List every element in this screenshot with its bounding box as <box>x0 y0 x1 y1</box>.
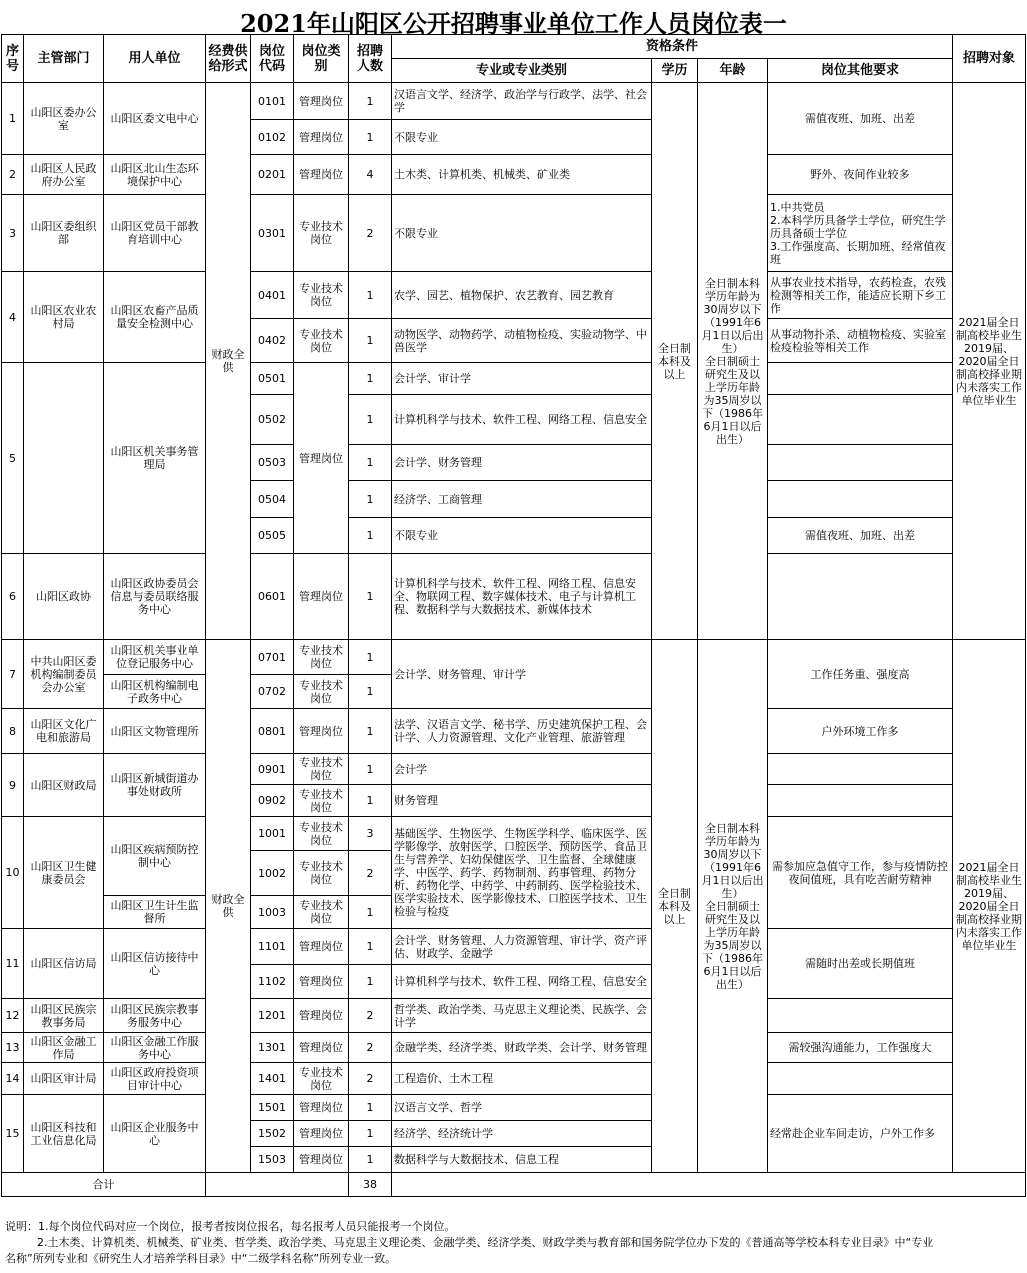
seq-cell: 6 <box>2 554 24 640</box>
seq-cell: 7 <box>2 640 24 709</box>
category-cell: 专业技术岗位 <box>294 195 349 272</box>
code-cell: 1101 <box>251 929 294 965</box>
count-cell: 1 <box>349 518 392 554</box>
code-cell: 0502 <box>251 395 294 445</box>
major-cell: 财务管理 <box>392 785 652 817</box>
code-cell: 0301 <box>251 195 294 272</box>
category-cell: 管理岗位 <box>294 363 349 554</box>
category-cell: 管理岗位 <box>294 554 349 640</box>
header-count: 招聘人数 <box>349 35 392 83</box>
major-cell: 计算机科学与技术、软件工程、网络工程、信息安全、物联网工程、数字媒体技术、电子与计算机工程、数据科学与大数据技术、新媒体技术 <box>392 554 652 640</box>
category-cell: 专业技术岗位 <box>294 754 349 785</box>
dept-cell: 山阳区委办公室 <box>24 83 104 155</box>
total-empty <box>206 1173 349 1197</box>
count-cell: 1 <box>349 445 392 481</box>
unit-cell: 山阳区卫生计生监督所 <box>104 896 206 929</box>
other-requirement-cell: 需参加应急值守工作，参与疫情防控夜间值班，具有吃苦耐劳精神 <box>768 817 953 929</box>
dept-cell: 山阳区政协 <box>24 554 104 640</box>
count-cell: 1 <box>349 395 392 445</box>
code-cell: 0702 <box>251 675 294 709</box>
major-cell: 会计学、审计学 <box>392 363 652 395</box>
count-cell: 1 <box>349 896 392 929</box>
seq-cell: 1 <box>2 83 24 155</box>
category-cell: 管理岗位 <box>294 1095 349 1121</box>
category-cell: 专业技术岗位 <box>294 675 349 709</box>
other-requirement-cell: 户外环境工作多 <box>768 709 953 754</box>
dept-cell: 山阳区文化广电和旅游局 <box>24 709 104 754</box>
unit-cell: 山阳区新城街道办事处财政所 <box>104 754 206 817</box>
major-cell: 数据科学与大数据技术、信息工程 <box>392 1147 652 1173</box>
major-cell: 工程造价、土木工程 <box>392 1063 652 1095</box>
dept-cell: 山阳区科技和工业信息化局 <box>24 1095 104 1173</box>
dept-cell: 山阳区财政局 <box>24 754 104 817</box>
table-row <box>2 83 1026 120</box>
dept-cell <box>24 363 104 554</box>
major-cell: 汉语言文学、经济学、政治学与行政学、法学、社会学 <box>392 83 652 120</box>
other-requirement-cell <box>768 1063 953 1095</box>
seq-cell: 14 <box>2 1063 24 1095</box>
unit-cell: 山阳区政协委员会信息与委员联络服务中心 <box>104 554 206 640</box>
note-line: 2.土木类、计算机类、机械类、矿业类、哲学类、政治学类、马克思主义理论类、金融学类、经济学类、财政学类与教育部和国务院学位办下发的《普通高等学校本科专业目录》中“专业 <box>37 1236 934 1249</box>
major-cell: 金融学类、经济学类、财政学类、会计学、财务管理 <box>392 1033 652 1063</box>
seq-cell: 5 <box>2 363 24 554</box>
other-requirement-cell: 从事动物扑杀、动植物检疫、实验室检疫检验等相关工作 <box>768 319 953 363</box>
other-requirement-cell <box>768 754 953 785</box>
code-cell: 0901 <box>251 754 294 785</box>
other-requirement-cell: 从事农业技术指导，农药检查，农残检测等相关工作，能适应长期下乡工作 <box>768 272 953 319</box>
target-cell: 2021届全日制高校毕业生 2019届、2020届全日制高校择业期内未落实工作单位毕业生 <box>953 83 1026 640</box>
code-cell: 1501 <box>251 1095 294 1121</box>
header-unit: 用人单位 <box>104 35 206 83</box>
seq-cell: 8 <box>2 709 24 754</box>
code-cell: 1503 <box>251 1147 294 1173</box>
count-cell: 2 <box>349 1033 392 1063</box>
table-row <box>2 817 1026 851</box>
table-row <box>2 1033 1026 1063</box>
unit-cell: 山阳区文物管理所 <box>104 709 206 754</box>
category-cell: 管理岗位 <box>294 1147 349 1173</box>
other-requirement-cell: 需随时出差或长期值班 <box>768 929 953 999</box>
count-cell: 1 <box>349 83 392 120</box>
category-cell: 管理岗位 <box>294 155 349 195</box>
category-cell: 管理岗位 <box>294 929 349 965</box>
code-cell: 0402 <box>251 319 294 363</box>
other-requirement-cell <box>768 554 953 640</box>
dept-cell: 山阳区审计局 <box>24 1063 104 1095</box>
major-cell: 汉语言文学、哲学 <box>392 1095 652 1121</box>
dept-cell: 山阳区民族宗教事务局 <box>24 999 104 1033</box>
major-cell: 计算机科学与技术、软件工程、网络工程、信息安全 <box>392 965 652 999</box>
code-cell: 1102 <box>251 965 294 999</box>
dept-cell: 山阳区卫生健康委员会 <box>24 817 104 929</box>
header-funding: 经费供给形式 <box>206 35 251 83</box>
count-cell: 1 <box>349 965 392 999</box>
unit-cell: 山阳区疾病预防控制中心 <box>104 817 206 896</box>
other-requirement-cell <box>768 445 953 481</box>
count-cell: 2 <box>349 999 392 1033</box>
count-cell: 1 <box>349 709 392 754</box>
unit-cell: 山阳区企业服务中心 <box>104 1095 206 1173</box>
count-cell: 4 <box>349 155 392 195</box>
other-requirement-cell <box>768 785 953 817</box>
unit-cell: 山阳区北山生态环境保护中心 <box>104 155 206 195</box>
major-cell: 土木类、计算机类、机械类、矿业类 <box>392 155 652 195</box>
table-row <box>2 1095 1026 1121</box>
age-cell: 全日制本科学历年龄为30周岁以下（1991年6月1日以后出生） 全日制硕士研究生及以上学历年龄为35周岁以下（1986年6月1日以后出生） <box>698 640 768 1173</box>
count-cell: 2 <box>349 851 392 896</box>
header-other: 岗位其他要求 <box>768 59 953 83</box>
seq-cell: 12 <box>2 999 24 1033</box>
seq-cell: 2 <box>2 155 24 195</box>
major-cell: 会计学 <box>392 754 652 785</box>
seq-cell: 13 <box>2 1033 24 1063</box>
unit-cell: 山阳区机关事务管理局 <box>104 363 206 554</box>
other-requirement-cell <box>768 363 953 395</box>
unit-cell: 山阳区党员干部教育培训中心 <box>104 195 206 272</box>
code-cell: 1003 <box>251 896 294 929</box>
total-row <box>2 1173 1026 1197</box>
dept-cell: 山阳区委组织部 <box>24 195 104 272</box>
major-cell: 哲学类、政治学类、马克思主义理论类、民族学、会计学 <box>392 999 652 1033</box>
category-cell: 专业技术岗位 <box>294 1063 349 1095</box>
code-cell: 0801 <box>251 709 294 754</box>
category-cell: 专业技术岗位 <box>294 640 349 675</box>
category-cell: 专业技术岗位 <box>294 896 349 929</box>
unit-cell: 山阳区机构编制电子政务中心 <box>104 675 206 709</box>
header-qualifications: 资格条件 <box>392 35 953 59</box>
table-row <box>2 929 1026 965</box>
count-cell: 1 <box>349 272 392 319</box>
count-cell: 1 <box>349 754 392 785</box>
count-cell: 1 <box>349 363 392 395</box>
major-cell: 法学、汉语言文学、秘书学、历史建筑保护工程、会计学、人力资源管理、文化产业管理、旅游管理 <box>392 709 652 754</box>
seq-cell: 10 <box>2 817 24 929</box>
dept-cell: 山阳区信访局 <box>24 929 104 999</box>
code-cell: 0102 <box>251 120 294 155</box>
unit-cell: 山阳区委文电中心 <box>104 83 206 155</box>
code-cell: 0505 <box>251 518 294 554</box>
other-requirement-cell <box>768 999 953 1033</box>
dept-cell: 山阳区农业农村局 <box>24 272 104 363</box>
code-cell: 0504 <box>251 481 294 518</box>
code-cell: 0601 <box>251 554 294 640</box>
note-line: 说明：1.每个岗位代码对应一个岗位，报考者按岗位报名，每名报考人员只能报考一个岗位。 <box>5 1220 456 1233</box>
table-row <box>2 363 1026 395</box>
major-cell: 会计学、财务管理、人力资源管理、审计学、资产评估、财政学、金融学 <box>392 929 652 965</box>
funding-cell: 财政全供 <box>206 83 251 640</box>
dept-cell: 中共山阳区委机构编制委员会办公室 <box>24 640 104 709</box>
table-row <box>2 272 1026 319</box>
code-cell: 0501 <box>251 363 294 395</box>
major-cell: 不限专业 <box>392 120 652 155</box>
funding-cell: 财政全供 <box>206 640 251 1173</box>
major-cell: 动物医学、动物药学、动植物检疫、实验动物学、中兽医学 <box>392 319 652 363</box>
major-cell: 经济学、经济统计学 <box>392 1121 652 1147</box>
count-cell: 1 <box>349 1121 392 1147</box>
other-requirement-cell: 经常赴企业车间走访，户外工作多 <box>768 1095 953 1173</box>
header-category: 岗位类别 <box>294 35 349 83</box>
table-row <box>2 709 1026 754</box>
seq-cell: 15 <box>2 1095 24 1173</box>
category-cell: 专业技术岗位 <box>294 319 349 363</box>
code-cell: 0503 <box>251 445 294 481</box>
count-cell: 1 <box>349 675 392 709</box>
code-cell: 0401 <box>251 272 294 319</box>
count-cell: 1 <box>349 1095 392 1121</box>
count-cell: 1 <box>349 929 392 965</box>
table-row <box>2 155 1026 195</box>
category-cell: 管理岗位 <box>294 965 349 999</box>
target-cell: 2021届全日制高校毕业生 2019届、2020届全日制高校择业期内未落实工作单位毕业生 <box>953 640 1026 1173</box>
code-cell: 1201 <box>251 999 294 1033</box>
table-row <box>2 754 1026 785</box>
other-requirement-cell: 需较强沟通能力，工作强度大 <box>768 1033 953 1063</box>
code-cell: 1002 <box>251 851 294 896</box>
table-row <box>2 195 1026 272</box>
other-requirement-cell: 工作任务重、强度高 <box>768 640 953 709</box>
code-cell: 1401 <box>251 1063 294 1095</box>
count-cell: 2 <box>349 1063 392 1095</box>
count-cell: 1 <box>349 554 392 640</box>
other-requirement-cell: 野外、夜间作业较多 <box>768 155 953 195</box>
unit-cell: 山阳区信访接待中心 <box>104 929 206 999</box>
unit-cell: 山阳区金融工作服务中心 <box>104 1033 206 1063</box>
category-cell: 管理岗位 <box>294 1033 349 1063</box>
code-cell: 0902 <box>251 785 294 817</box>
header-code: 岗位代码 <box>251 35 294 83</box>
table-row <box>2 554 1026 640</box>
total-count: 38 <box>349 1173 392 1197</box>
header-seq: 序号 <box>2 35 24 83</box>
count-cell: 3 <box>349 817 392 851</box>
table-row <box>2 999 1026 1033</box>
code-cell: 1502 <box>251 1121 294 1147</box>
category-cell: 专业技术岗位 <box>294 272 349 319</box>
category-cell: 管理岗位 <box>294 120 349 155</box>
count-cell: 2 <box>349 195 392 272</box>
category-cell: 管理岗位 <box>294 999 349 1033</box>
total-empty <box>392 1173 1026 1197</box>
count-cell: 1 <box>349 481 392 518</box>
unit-cell: 山阳区机关事业单位登记服务中心 <box>104 640 206 675</box>
header-education: 学历 <box>652 59 698 83</box>
seq-cell: 9 <box>2 754 24 817</box>
note-line: 名称”所列专业和《研究生人才培养学科目录》中“二级学科名称”所列专业一致。 <box>5 1252 397 1265</box>
major-cell: 经济学、工商管理 <box>392 481 652 518</box>
table-row <box>2 1063 1026 1095</box>
education-cell: 全日制本科及以上 <box>652 83 698 640</box>
category-cell: 管理岗位 <box>294 83 349 120</box>
category-cell: 管理岗位 <box>294 1121 349 1147</box>
other-requirement-cell <box>768 395 953 445</box>
unit-cell: 山阳区农畜产品质量安全检测中心 <box>104 272 206 363</box>
header-age: 年龄 <box>698 59 768 83</box>
count-cell: 1 <box>349 1147 392 1173</box>
dept-cell: 山阳区金融工作局 <box>24 1033 104 1063</box>
code-cell: 1301 <box>251 1033 294 1063</box>
other-requirement-cell <box>768 481 953 518</box>
education-cell: 全日制本科及以上 <box>652 640 698 1173</box>
major-cell: 计算机科学与技术、软件工程、网络工程、信息安全 <box>392 395 652 445</box>
header-major: 专业或专业类别 <box>392 59 652 83</box>
major-cell: 农学、园艺、植物保护、农艺教育、园艺教育 <box>392 272 652 319</box>
seq-cell: 11 <box>2 929 24 999</box>
unit-cell: 山阳区民族宗教事务服务中心 <box>104 999 206 1033</box>
unit-cell: 山阳区政府投资项目审计中心 <box>104 1063 206 1095</box>
category-cell: 专业技术岗位 <box>294 817 349 851</box>
category-cell: 专业技术岗位 <box>294 785 349 817</box>
positions-table <box>1 34 1026 1197</box>
major-cell: 基础医学、生物医学、生物医学科学、临床医学、医学影像学、放射医学、口腔医学、预防医学、食品卫生与营养学、妇幼保健医学、卫生监督、全球健康学、中医学、药学、药物制剂、药事管理、药物分析、药物化学、中药学、中药制药、医学检验技术、医学实验技术、医学影像技术、口腔医学技术、卫生检验与检疫 <box>392 817 652 929</box>
header-target: 招聘对象 <box>953 35 1026 83</box>
total-label: 合计 <box>2 1173 206 1197</box>
page-title: 2021年山阳区公开招聘事业单位工作人员岗位表一 <box>240 9 787 38</box>
major-cell: 会计学、财务管理 <box>392 445 652 481</box>
footnotes <box>3 1219 1023 1267</box>
seq-cell: 4 <box>2 272 24 363</box>
major-cell: 会计学、财务管理、审计学 <box>392 640 652 709</box>
code-cell: 0101 <box>251 83 294 120</box>
other-requirement-cell: 需值夜班、加班、出差 <box>768 83 953 155</box>
major-cell: 不限专业 <box>392 518 652 554</box>
count-cell: 1 <box>349 120 392 155</box>
age-cell: 全日制本科学历年龄为30周岁以下（1991年6月1日以后出生） 全日制硕士研究生及以上学历年龄为35周岁以下（1986年6月1日以后出生） <box>698 83 768 640</box>
major-cell: 不限专业 <box>392 195 652 272</box>
category-cell: 专业技术岗位 <box>294 851 349 896</box>
count-cell: 1 <box>349 319 392 363</box>
category-cell: 管理岗位 <box>294 709 349 754</box>
code-cell: 0201 <box>251 155 294 195</box>
code-cell: 0701 <box>251 640 294 675</box>
table-row <box>2 640 1026 675</box>
header-dept: 主管部门 <box>24 35 104 83</box>
dept-cell: 山阳区人民政府办公室 <box>24 155 104 195</box>
code-cell: 1001 <box>251 817 294 851</box>
count-cell: 1 <box>349 785 392 817</box>
other-requirement-cell: 1.中共党员 2.本科学历具备学士学位，研究生学历具备硕士学位 3.工作强度高、长期加班、经常值夜班 <box>768 195 953 272</box>
count-cell: 1 <box>349 640 392 675</box>
other-requirement-cell: 需值夜班、加班、出差 <box>768 518 953 554</box>
seq-cell: 3 <box>2 195 24 272</box>
